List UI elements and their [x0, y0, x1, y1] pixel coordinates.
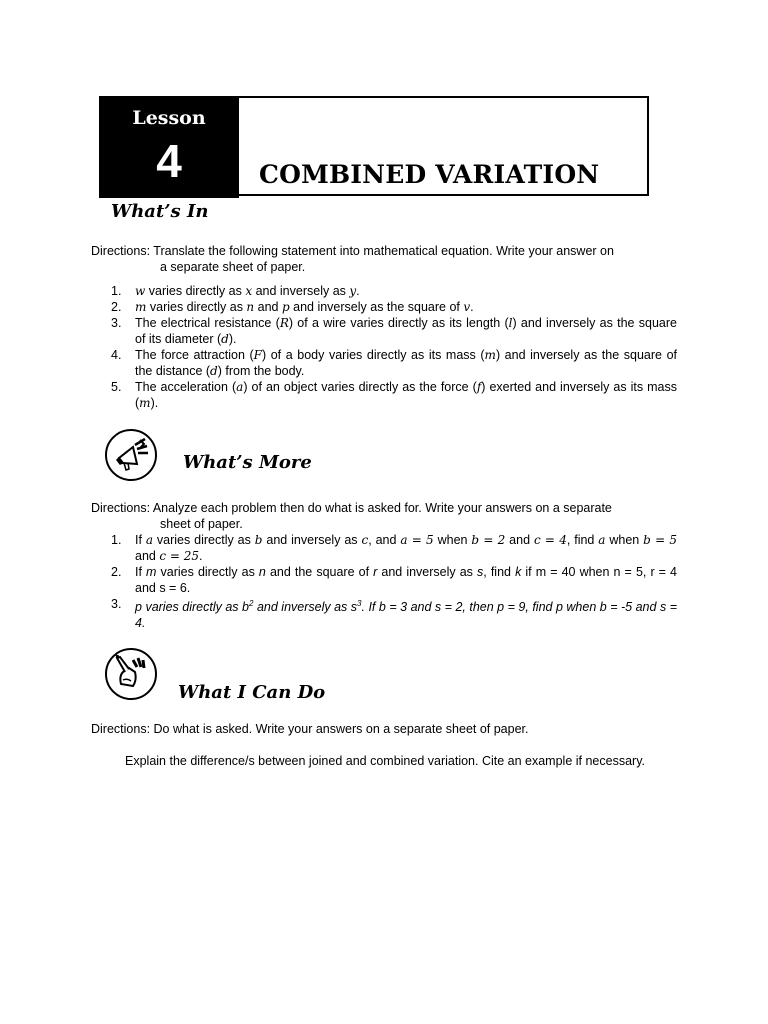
math-var: d [221, 332, 229, 346]
math-var: R [279, 316, 289, 330]
item-text: ) and inversely as the square of its diameter ( [135, 316, 677, 346]
math-var: r [373, 565, 378, 579]
list-item [91, 315, 677, 347]
math-var: c = 4 [533, 533, 567, 547]
item-text: varies directly as [153, 533, 255, 547]
item-text: The acceleration ( [135, 380, 237, 394]
math-var: n [258, 565, 266, 579]
item-text: p varies directly as b [135, 600, 249, 615]
item-text: ) from the body. [217, 364, 305, 378]
item-text: , find [483, 565, 516, 579]
whats-more-directions [91, 500, 677, 532]
math-var: k [515, 565, 522, 579]
lesson-badge [99, 96, 239, 198]
item-text: If [135, 533, 146, 547]
list-item [91, 564, 677, 596]
whats-more-heading: What’s More [183, 452, 312, 473]
item-text: and inversely as [377, 565, 478, 579]
item-text: . If b = 3 and s = 2, then p = 9, find p when b = -5 and s = 4. [135, 600, 677, 631]
item-text: ) and inversely as the square of the distance ( [135, 348, 677, 378]
item-text: , and [368, 533, 401, 547]
item-text: The force attraction ( [135, 348, 254, 362]
item-text: ). [228, 332, 237, 346]
lesson-number: 4 [156, 135, 182, 187]
whats-in-heading: What’s In [111, 201, 209, 222]
math-var: f [476, 380, 482, 394]
directions-text-2: a separate sheet of paper. [160, 260, 306, 274]
what-i-can-do-heading: What I Can Do [178, 682, 326, 703]
math-var: b [254, 533, 263, 547]
list-item [91, 347, 677, 379]
lesson-label: Lesson [132, 107, 206, 129]
item-text: and [135, 549, 160, 563]
item-text: and [505, 533, 534, 547]
directions-text-1: Analyze each problem then do what is asked for. Write your answers on a separate [152, 501, 612, 515]
item-text: when [605, 533, 644, 547]
item-text: ) of an object varies directly as the force ( [243, 380, 477, 394]
item-text: if m = 40 when n = 5, r = 4 and s = 6. [135, 565, 678, 595]
item-text: and inversely as [262, 533, 362, 547]
math-var: F [253, 348, 262, 362]
math-var: a [236, 380, 244, 394]
math-var: m [484, 348, 496, 362]
item-number: 5. [111, 380, 122, 394]
whats-more-list [91, 532, 677, 631]
hand-writing-icon [105, 648, 157, 700]
item-number: 2. [111, 300, 122, 314]
item-text: and inversely as the square of [289, 300, 464, 314]
item-text: , find [566, 533, 599, 547]
math-var: c [361, 533, 369, 547]
list-item [91, 379, 677, 411]
megaphone-icon-graphic [107, 431, 155, 479]
item-text: The electrical resistance ( [135, 316, 280, 330]
item-number: 1. [111, 533, 122, 547]
what-i-can-do-paragraph: Explain the difference/s between joined and combined variation. Cite an example if necessary. [125, 754, 645, 768]
whats-in-directions [91, 243, 677, 275]
math-var: a = 5 [400, 533, 434, 547]
item-text: varies directly as [156, 565, 259, 579]
item-text: ) exerted and inversely as its mass ( [135, 380, 677, 410]
item-text: and inversely as s [253, 600, 358, 615]
math-var: x [245, 284, 253, 298]
item-text: If [135, 565, 147, 579]
math-var: b = 5 [643, 533, 678, 547]
item-text: . [356, 284, 360, 298]
math-var: a [598, 533, 606, 547]
page-title: COMBINED VARIATION [259, 160, 600, 189]
math-var: s [477, 565, 484, 579]
math-var: v [463, 300, 471, 314]
hand-writing-icon-graphic [107, 650, 155, 698]
item-number: 2. [111, 565, 122, 579]
exponent: 2 [249, 599, 254, 608]
what-i-can-do-directions: Directions: Do what is asked. Write your answers on a separate sheet of paper. [91, 722, 529, 736]
item-text: varies directly as [145, 284, 246, 298]
math-var: p [281, 300, 290, 314]
directions-text-2: sheet of paper. [160, 517, 243, 531]
math-var: a [145, 533, 154, 547]
directions-label: Directions: [91, 501, 151, 515]
item-text: ) of a wire varies directly as its length ( [288, 316, 509, 330]
list-item [91, 283, 677, 299]
item-text: ). [150, 396, 159, 410]
list-item [91, 299, 677, 315]
directions-label: Directions: [91, 244, 151, 258]
math-var: n [246, 300, 255, 314]
item-number: 3. [111, 597, 122, 611]
math-var: b = 2 [471, 533, 506, 547]
item-text: and the square of [265, 565, 374, 579]
item-text: and inversely as [252, 284, 350, 298]
item-number: 4. [111, 348, 122, 362]
item-text: ) of a body varies directly as its mass ( [261, 348, 485, 362]
megaphone-icon [105, 429, 157, 481]
math-var: d [210, 364, 218, 378]
whats-in-list [91, 283, 677, 411]
item-number: 3. [111, 316, 122, 330]
math-var: m [146, 565, 157, 579]
exponent: 3 [357, 599, 362, 608]
item-text: . [470, 300, 474, 314]
directions-text-1: Translate the following statement into mathematical equation. Write your answer on [153, 244, 614, 258]
math-var: w [135, 284, 146, 298]
item-text: when [433, 533, 472, 547]
item-number: 1. [111, 284, 122, 298]
math-var: c = 25 [159, 549, 200, 563]
math-var: m [135, 300, 147, 314]
list-item [91, 596, 677, 631]
math-var: m [139, 396, 151, 410]
item-text: and [254, 300, 282, 314]
item-text: varies directly as [146, 300, 247, 314]
item-text: . [199, 549, 203, 563]
list-item [91, 532, 677, 564]
math-var: l [508, 316, 513, 330]
math-var: y [349, 284, 357, 298]
